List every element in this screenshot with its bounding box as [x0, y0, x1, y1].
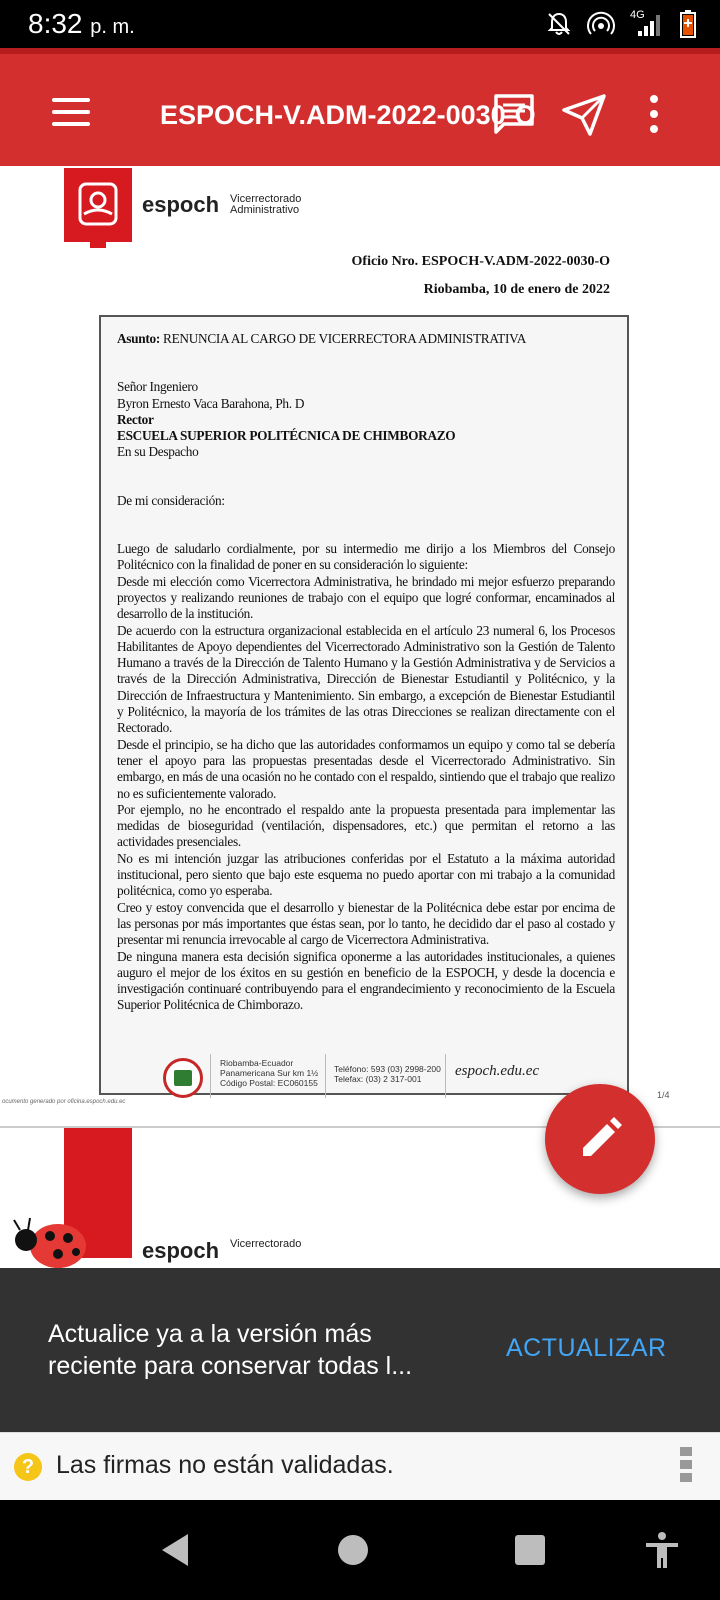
page-indicator: 1/4: [657, 1090, 670, 1100]
document-page-1: [0, 166, 720, 1141]
send-icon[interactable]: [562, 92, 606, 136]
system-navigation-bar: [0, 1500, 720, 1600]
footer-address: Riobamba-Ecuador Panamericana Sur km 1½ Código Postal: EC060155: [220, 1058, 319, 1088]
status-time: [28, 8, 135, 40]
back-icon[interactable]: [156, 1530, 196, 1570]
logo-wordmark: espoch: [142, 1238, 220, 1263]
status-time-value: 8:32: [28, 8, 83, 39]
snackbar-message: Actualice ya a la versión más reciente para conservar todas l...: [48, 1320, 413, 1380]
ladybug-icon: [8, 1208, 88, 1268]
paragraph: Por ejemplo, no he encontrado el respaldo ante la propuesta presentada para implementar las medidas de bioseguridad (ventilación, dispensadores, etc.) que permitan el retorno a las actividades presenciales.: [117, 801, 615, 850]
pencil-icon: [545, 1084, 655, 1194]
status-ampm: p. m.: [90, 16, 135, 38]
more-options-icon[interactable]: [634, 92, 674, 136]
oficio-number: Oficio Nro. ESPOCH-V.ADM-2022-0030-O: [351, 254, 610, 269]
document-viewer[interactable]: [0, 166, 720, 1268]
generated-note: ocumento generado por oficina.espoch.edu.ec: [2, 1099, 126, 1105]
paragraph: Creo y estoy convencida que el desarrollo y bienestar de la Politécnica debe estar por encima de las personas por más importantes que éstas sean, por lo tanto, he decidido dar el paso al costado y presentar mi renuncia irrevocable al cargo de Vicerrectora Administrativa.: [117, 899, 615, 948]
question-icon: ?: [14, 1453, 42, 1481]
paragraph: Desde el principio, se ha dicho que las autoridades conformamos un equipo y como tal se debería tener el apoyo para las propuestas presentadas desde el Vicerrectorado Administrativo. Sin embargo, en más de una ocasión no he contado con el respaldo, sintiendo que el trabajo que realizo no es suficientemente valorado.: [117, 736, 615, 801]
footer-website: espoch.edu.ec: [455, 1063, 540, 1079]
network-type: 4G: [630, 9, 645, 21]
accessibility-icon[interactable]: [642, 1530, 682, 1570]
recents-icon[interactable]: [510, 1530, 550, 1570]
letter-body: [99, 315, 629, 1095]
document-date: Riobamba, 10 de enero de 2022: [423, 282, 610, 297]
status-bar: [0, 0, 720, 48]
salutation: De mi consideración:: [117, 492, 225, 508]
status-icons: [546, 10, 696, 38]
logo-wordmark: espoch: [142, 192, 220, 217]
logo-subtitle: Vicerrectorado Administrativo: [230, 193, 302, 216]
institution-seal-icon: [163, 1058, 203, 1098]
espoch-emblem-icon: [64, 168, 132, 242]
signature-status-bar[interactable]: [0, 1432, 720, 1500]
letter-footer: [60, 1054, 580, 1098]
signature-status-text: Las firmas no están validadas.: [56, 1451, 394, 1479]
footer-contact: Teléfono: 593 (03) 2998-200 Telefax: (03) 2 317-001: [334, 1064, 441, 1084]
paragraph: Desde mi elección como Vicerrectora Administrativa, he brindado mi mejor esfuerzo preparando proyectos y realizando reuniones de trabajo con el equipo que logré conformar, encaminados al desarrollo de la institución.: [117, 573, 615, 622]
paragraph: De ninguna manera esta decisión significa oponerme a las autoridades institucionales, a quienes auguro el mejor de los éxitos en su gestión en beneficio de la ESPOCH, y desde la docencia e investigación continuaré contribuyendo para el engrandecimiento y reconocimiento de la Escuela Superior Politécnica de Chimborazo.: [117, 948, 615, 1013]
signal-icon: [630, 11, 664, 37]
drag-handle-icon[interactable]: [680, 1447, 692, 1487]
home-icon[interactable]: [333, 1530, 373, 1570]
battery-low-icon: [680, 10, 696, 38]
recipient-block: Señor Ingeniero Byron Ernesto Vaca Barahona, Ph. D Rector ESCUELA SUPERIOR POLITÉCNICA DE CHIMBORAZO En su Despacho: [117, 379, 456, 460]
paragraph: Luego de saludarlo cordialmente, por su intermedio me dirijo a los Miembros del Consejo Politécnico con la finalidad de poner en su consideración lo siguiente:: [117, 541, 615, 573]
espoch-logo: [64, 168, 132, 242]
hotspot-icon: [588, 11, 614, 37]
comments-icon[interactable]: [492, 92, 536, 136]
notifications-off-icon: [546, 11, 572, 37]
update-snackbar: [0, 1268, 720, 1432]
app-bar: [0, 48, 720, 166]
paragraph: No es mi intención juzgar las atribuciones conferidas por el Estatuto a la máxima autoridad institucional, pero siento que bajo este esquema no puedo aportar con mi trabajo a la comunidad politécnica, como yo esperaba.: [117, 850, 615, 899]
edit-button[interactable]: [545, 1084, 655, 1194]
subject-line: Asunto: RENUNCIA AL CARGO DE VICERRECTORA ADMINISTRATIVA: [117, 331, 527, 346]
menu-icon[interactable]: [52, 98, 90, 126]
logo-subtitle: Vicerrectorado: [230, 1238, 302, 1250]
document-title: ESPOCH-V.ADM-2022-0030-O: [160, 100, 536, 130]
update-button[interactable]: ACTUALIZAR: [506, 1334, 667, 1362]
paragraph: De acuerdo con la estructura organizacional establecida en el artículo 23 numeral 6, los Procesos Habilitantes de Apoyo dependientes del Vicerrectorado Administrativo son la Gestión de Talento Humano a través de la Dirección de Talento Humano y la Gestión Administrativa y de Servicios a través de la Dirección Administrativa, Dirección de Bienestar Estudiantil y Politécnico, y la Dirección de Infraestructura y Mantenimiento. Sin embargo, a excepción de Bienestar Estudiantil y Politécnico, la mayoría de los trámites de las otras Direcciones se realizan directamente con el Rectorado.: [117, 622, 615, 736]
